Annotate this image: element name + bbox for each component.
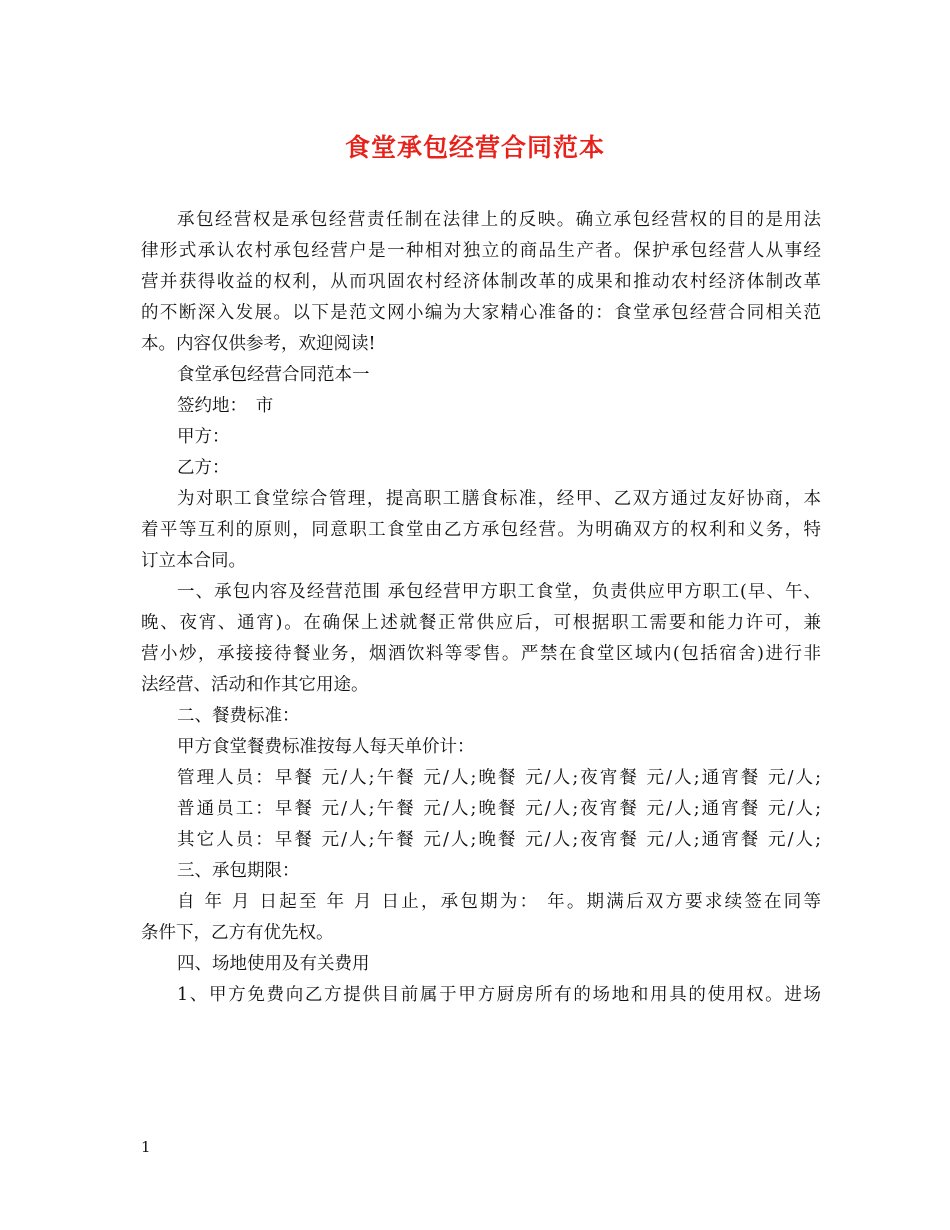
paragraph-line: 其它人员：早餐 元/人;午餐 元/人;晚餐 元/人;夜宵餐 元/人;通宵餐 元/人; xyxy=(177,830,821,850)
paragraph-line: 签约地： 市 xyxy=(177,396,274,416)
document-body xyxy=(141,205,821,1011)
paragraph-line: 本。内容仅供参考，欢迎阅读! xyxy=(141,334,376,354)
paragraph-line: 四、场地使用及有关费用 xyxy=(177,954,370,974)
paragraph-line: 甲方食堂餐费标准按每人每天单价计： xyxy=(177,737,475,757)
page-number: 1 xyxy=(141,1138,151,1156)
paragraph-line: 1、甲方免费向乙方提供目前属于甲方厨房所有的场地和用具的使用权。进场 xyxy=(177,985,821,1005)
paragraph-line: 着平等互利的原则，同意职工食堂由乙方承包经营。为明确双方的权利和义务，特 xyxy=(141,520,821,540)
paragraph-line: 二、餐费标准： xyxy=(177,706,300,726)
paragraph-line: 食堂承包经营合同范本一 xyxy=(177,365,370,385)
paragraph-line: 承包经营权是承包经营责任制在法律上的反映。确立承包经营权的目的是用法 xyxy=(177,210,821,230)
paragraph-line: 一、承包内容及经营范围 承包经营甲方职工食堂，负责供应甲方职工(早、午、 xyxy=(177,582,821,602)
paragraph-line: 三、承包期限： xyxy=(177,861,300,881)
paragraph-line: 的不断深入发展。以下是范文网小编为大家精心准备的：食堂承包经营合同相关范 xyxy=(141,303,821,323)
document-title: 食堂承包经营合同范本 xyxy=(344,133,605,162)
paragraph-line: 管理人员：早餐 元/人;午餐 元/人;晚餐 元/人;夜宵餐 元/人;通宵餐 元/人; xyxy=(177,768,821,788)
paragraph-line: 为对职工食堂综合管理，提高职工膳食标准，经甲、乙双方通过友好协商，本 xyxy=(177,489,821,509)
paragraph-line: 营小炒，承接接待餐业务，烟酒饮料等零售。严禁在食堂区域内(包括宿舍)进行非 xyxy=(141,644,821,664)
paragraph-line: 法经营、活动和作其它用途。 xyxy=(141,675,369,695)
paragraph-line: 条件下，乙方有优先权。 xyxy=(141,923,334,943)
paragraph-line: 普通员工：早餐 元/人;午餐 元/人;晚餐 元/人;夜宵餐 元/人;通宵餐 元/人; xyxy=(177,799,821,819)
paragraph-line: 营并获得收益的权利，从而巩固农村经济体制改革的成果和推动农村经济体制改革 xyxy=(141,272,821,292)
paragraph-line: 晚、夜宵、通宵)。在确保上述就餐正常供应后，可根据职工需要和能力许可，兼 xyxy=(141,613,821,633)
paragraph-line: 乙方： xyxy=(177,458,230,478)
paragraph-line: 自 年 月 日起至 年 月 日止，承包期为： 年。期满后双方要求续签在同等 xyxy=(177,892,821,912)
paragraph-line: 律形式承认农村承包经营户是一种相对独立的商品生产者。保护承包经营人从事经 xyxy=(141,241,821,261)
paragraph-line: 订立本合同。 xyxy=(141,551,246,571)
paragraph-line: 甲方： xyxy=(177,427,230,447)
